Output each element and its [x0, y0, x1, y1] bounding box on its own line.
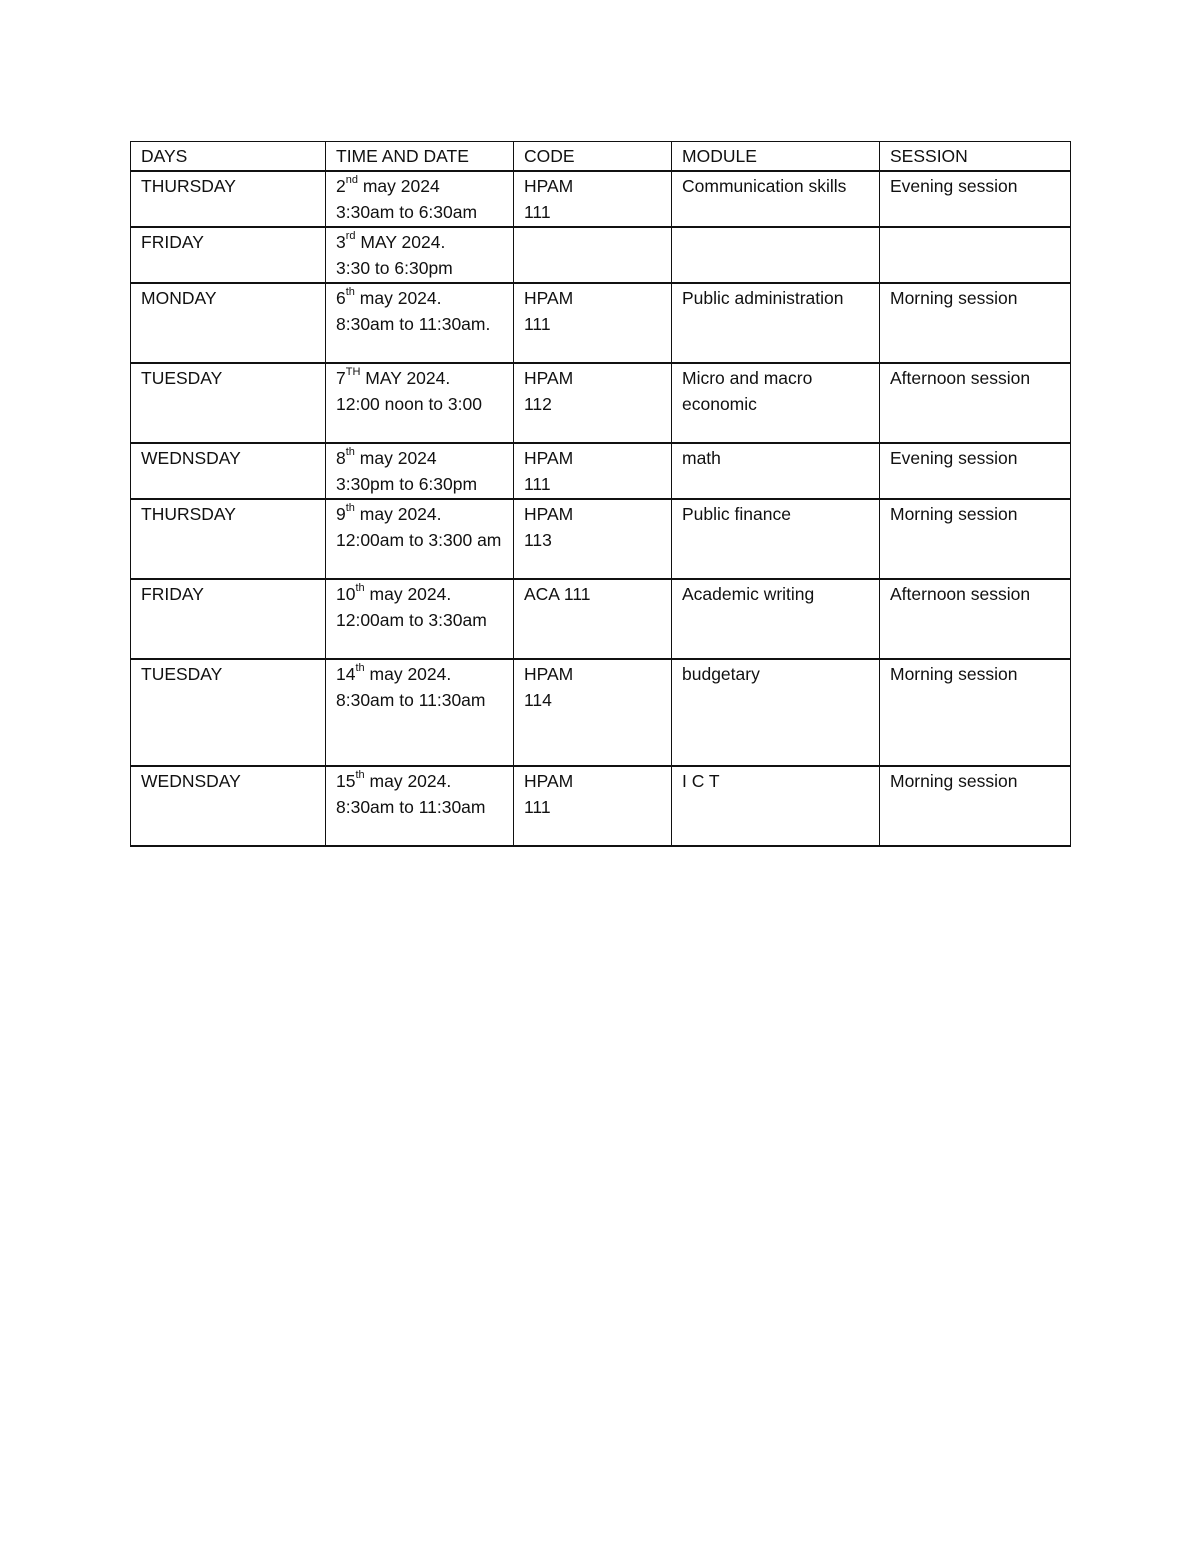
day-text: THURSDAY [141, 503, 236, 524]
table-row [131, 579, 1071, 659]
session-cell [880, 766, 1071, 846]
time-and-date-cell [326, 766, 514, 846]
table-row [131, 283, 1071, 363]
time-text: 8:30am to 11:30am [336, 690, 486, 710]
header-row [131, 142, 1071, 171]
date-ordinal-suffix: th [355, 768, 365, 781]
code-prefix: HPAM [524, 175, 574, 196]
module-text: Academic writing [682, 583, 815, 604]
module-cell [672, 766, 880, 846]
module-cell [672, 443, 880, 499]
time-and-date-cell [326, 363, 514, 443]
date-month-year: MAY 2024. [360, 367, 451, 388]
time-and-date-cell [326, 499, 514, 579]
date-text [336, 768, 503, 795]
date-text [336, 365, 503, 392]
time-text: 3:30pm to 6:30pm [336, 474, 478, 494]
code-number: 113 [524, 530, 552, 550]
date-text [336, 501, 503, 528]
date-ordinal-suffix: TH [345, 365, 361, 378]
day-text: FRIDAY [141, 231, 204, 252]
date-month-year: may 2024. [364, 770, 452, 791]
code-prefix: ACA 111 [524, 583, 591, 604]
day-cell [131, 443, 326, 499]
day-text: MONDAY [141, 287, 217, 308]
time-text: 3:30am to 6:30am [336, 202, 478, 222]
date-month-year: may 2024. [364, 583, 452, 604]
date-text [336, 661, 503, 688]
day-cell [131, 283, 326, 363]
date-number: 3 [336, 231, 346, 252]
time-text: 8:30am to 11:30am [336, 797, 486, 817]
date-month-year: may 2024 [354, 447, 437, 468]
code-prefix: HPAM [524, 367, 574, 388]
time-text: 12:00 noon to 3:00 [336, 394, 482, 414]
day-cell [131, 171, 326, 227]
session-cell [880, 659, 1071, 766]
code-prefix: HPAM [524, 503, 574, 524]
date-month-year: may 2024 [357, 175, 440, 196]
code-cell [514, 283, 672, 363]
code-prefix: HPAM [524, 287, 574, 308]
module-cell [672, 579, 880, 659]
table-row [131, 227, 1071, 283]
day-cell [131, 499, 326, 579]
code-number: 111 [524, 202, 551, 222]
day-text: WEDNSDAY [141, 447, 241, 468]
module-text: Communication skills [682, 175, 847, 196]
exam-timetable [130, 141, 1071, 847]
code-prefix: HPAM [524, 770, 574, 791]
table-row [131, 363, 1071, 443]
date-number: 2 [336, 175, 346, 196]
header-code: CODE [514, 142, 672, 171]
code-number: 112 [524, 394, 552, 414]
date-number: 9 [336, 503, 346, 524]
time-text: 3:30 to 6:30pm [336, 258, 453, 278]
time-text: 12:00am to 3:300 am [336, 530, 502, 550]
date-number: 6 [336, 287, 346, 308]
module-text: Public administration [682, 287, 844, 308]
module-text: Public finance [682, 503, 791, 524]
session-cell [880, 579, 1071, 659]
date-ordinal-suffix: rd [345, 229, 356, 242]
time-and-date-cell [326, 659, 514, 766]
time-and-date-cell [326, 579, 514, 659]
module-text: I C T [682, 770, 720, 791]
day-text: WEDNSDAY [141, 770, 241, 791]
module-text: math [682, 447, 721, 468]
day-text: FRIDAY [141, 583, 204, 604]
code-cell [514, 443, 672, 499]
code-cell [514, 171, 672, 227]
table-row [131, 766, 1071, 846]
header-days: DAYS [131, 142, 326, 171]
code-cell [514, 499, 672, 579]
date-month-year: MAY 2024. [355, 231, 446, 252]
date-text [336, 285, 503, 312]
date-ordinal-suffix: th [345, 501, 355, 514]
table-row [131, 499, 1071, 579]
date-ordinal-suffix: th [345, 285, 355, 298]
session-cell [880, 227, 1071, 283]
module-cell [672, 227, 880, 283]
date-ordinal-suffix: th [345, 445, 355, 458]
session-cell [880, 171, 1071, 227]
session-cell [880, 443, 1071, 499]
time-and-date-cell [326, 227, 514, 283]
code-cell [514, 659, 672, 766]
module-text: Micro and macro economic [682, 367, 813, 414]
session-text: Morning session [890, 770, 1018, 791]
module-cell [672, 659, 880, 766]
day-cell [131, 227, 326, 283]
code-cell [514, 363, 672, 443]
code-cell [514, 579, 672, 659]
module-cell [672, 283, 880, 363]
code-prefix: HPAM [524, 447, 574, 468]
time-text: 8:30am to 11:30am. [336, 314, 491, 334]
time-and-date-cell [326, 171, 514, 227]
session-text: Afternoon session [890, 583, 1031, 604]
module-cell [672, 499, 880, 579]
day-text: TUESDAY [141, 663, 223, 684]
date-text [336, 581, 503, 608]
session-text: Morning session [890, 663, 1018, 684]
date-month-year: may 2024. [364, 663, 452, 684]
table-row [131, 659, 1071, 766]
date-number: 14 [336, 663, 356, 684]
session-cell [880, 499, 1071, 579]
header-session: SESSION [880, 142, 1071, 171]
table-row [131, 171, 1071, 227]
date-number: 8 [336, 447, 346, 468]
day-cell [131, 659, 326, 766]
table-row [131, 443, 1071, 499]
code-number: 111 [524, 474, 551, 494]
date-month-year: may 2024. [354, 503, 442, 524]
time-and-date-cell [326, 283, 514, 363]
date-number: 15 [336, 770, 356, 791]
header-module: MODULE [672, 142, 880, 171]
module-text: budgetary [682, 663, 760, 684]
session-cell [880, 363, 1071, 443]
day-text: TUESDAY [141, 367, 223, 388]
date-ordinal-suffix: th [355, 661, 365, 674]
date-month-year: may 2024. [354, 287, 442, 308]
code-number: 111 [524, 314, 551, 334]
date-text [336, 445, 503, 472]
session-text: Morning session [890, 503, 1018, 524]
session-cell [880, 283, 1071, 363]
module-cell [672, 171, 880, 227]
date-text [336, 229, 503, 256]
time-text: 12:00am to 3:30am [336, 610, 487, 630]
date-text [336, 173, 503, 200]
date-number: 10 [336, 583, 356, 604]
date-ordinal-suffix: th [355, 581, 365, 594]
module-cell [672, 363, 880, 443]
code-cell [514, 227, 672, 283]
code-prefix: HPAM [524, 663, 574, 684]
date-number: 7 [336, 367, 346, 388]
code-number: 111 [524, 797, 551, 817]
day-text: THURSDAY [141, 175, 236, 196]
session-text: Evening session [890, 447, 1018, 468]
code-number: 114 [524, 690, 552, 710]
header-time-and-date: TIME AND DATE [326, 142, 514, 171]
session-text: Afternoon session [890, 367, 1031, 388]
day-cell [131, 363, 326, 443]
date-ordinal-suffix: nd [345, 173, 358, 186]
session-text: Evening session [890, 175, 1018, 196]
table-body [131, 171, 1071, 846]
day-cell [131, 579, 326, 659]
code-cell [514, 766, 672, 846]
day-cell [131, 766, 326, 846]
session-text: Morning session [890, 287, 1018, 308]
time-and-date-cell [326, 443, 514, 499]
